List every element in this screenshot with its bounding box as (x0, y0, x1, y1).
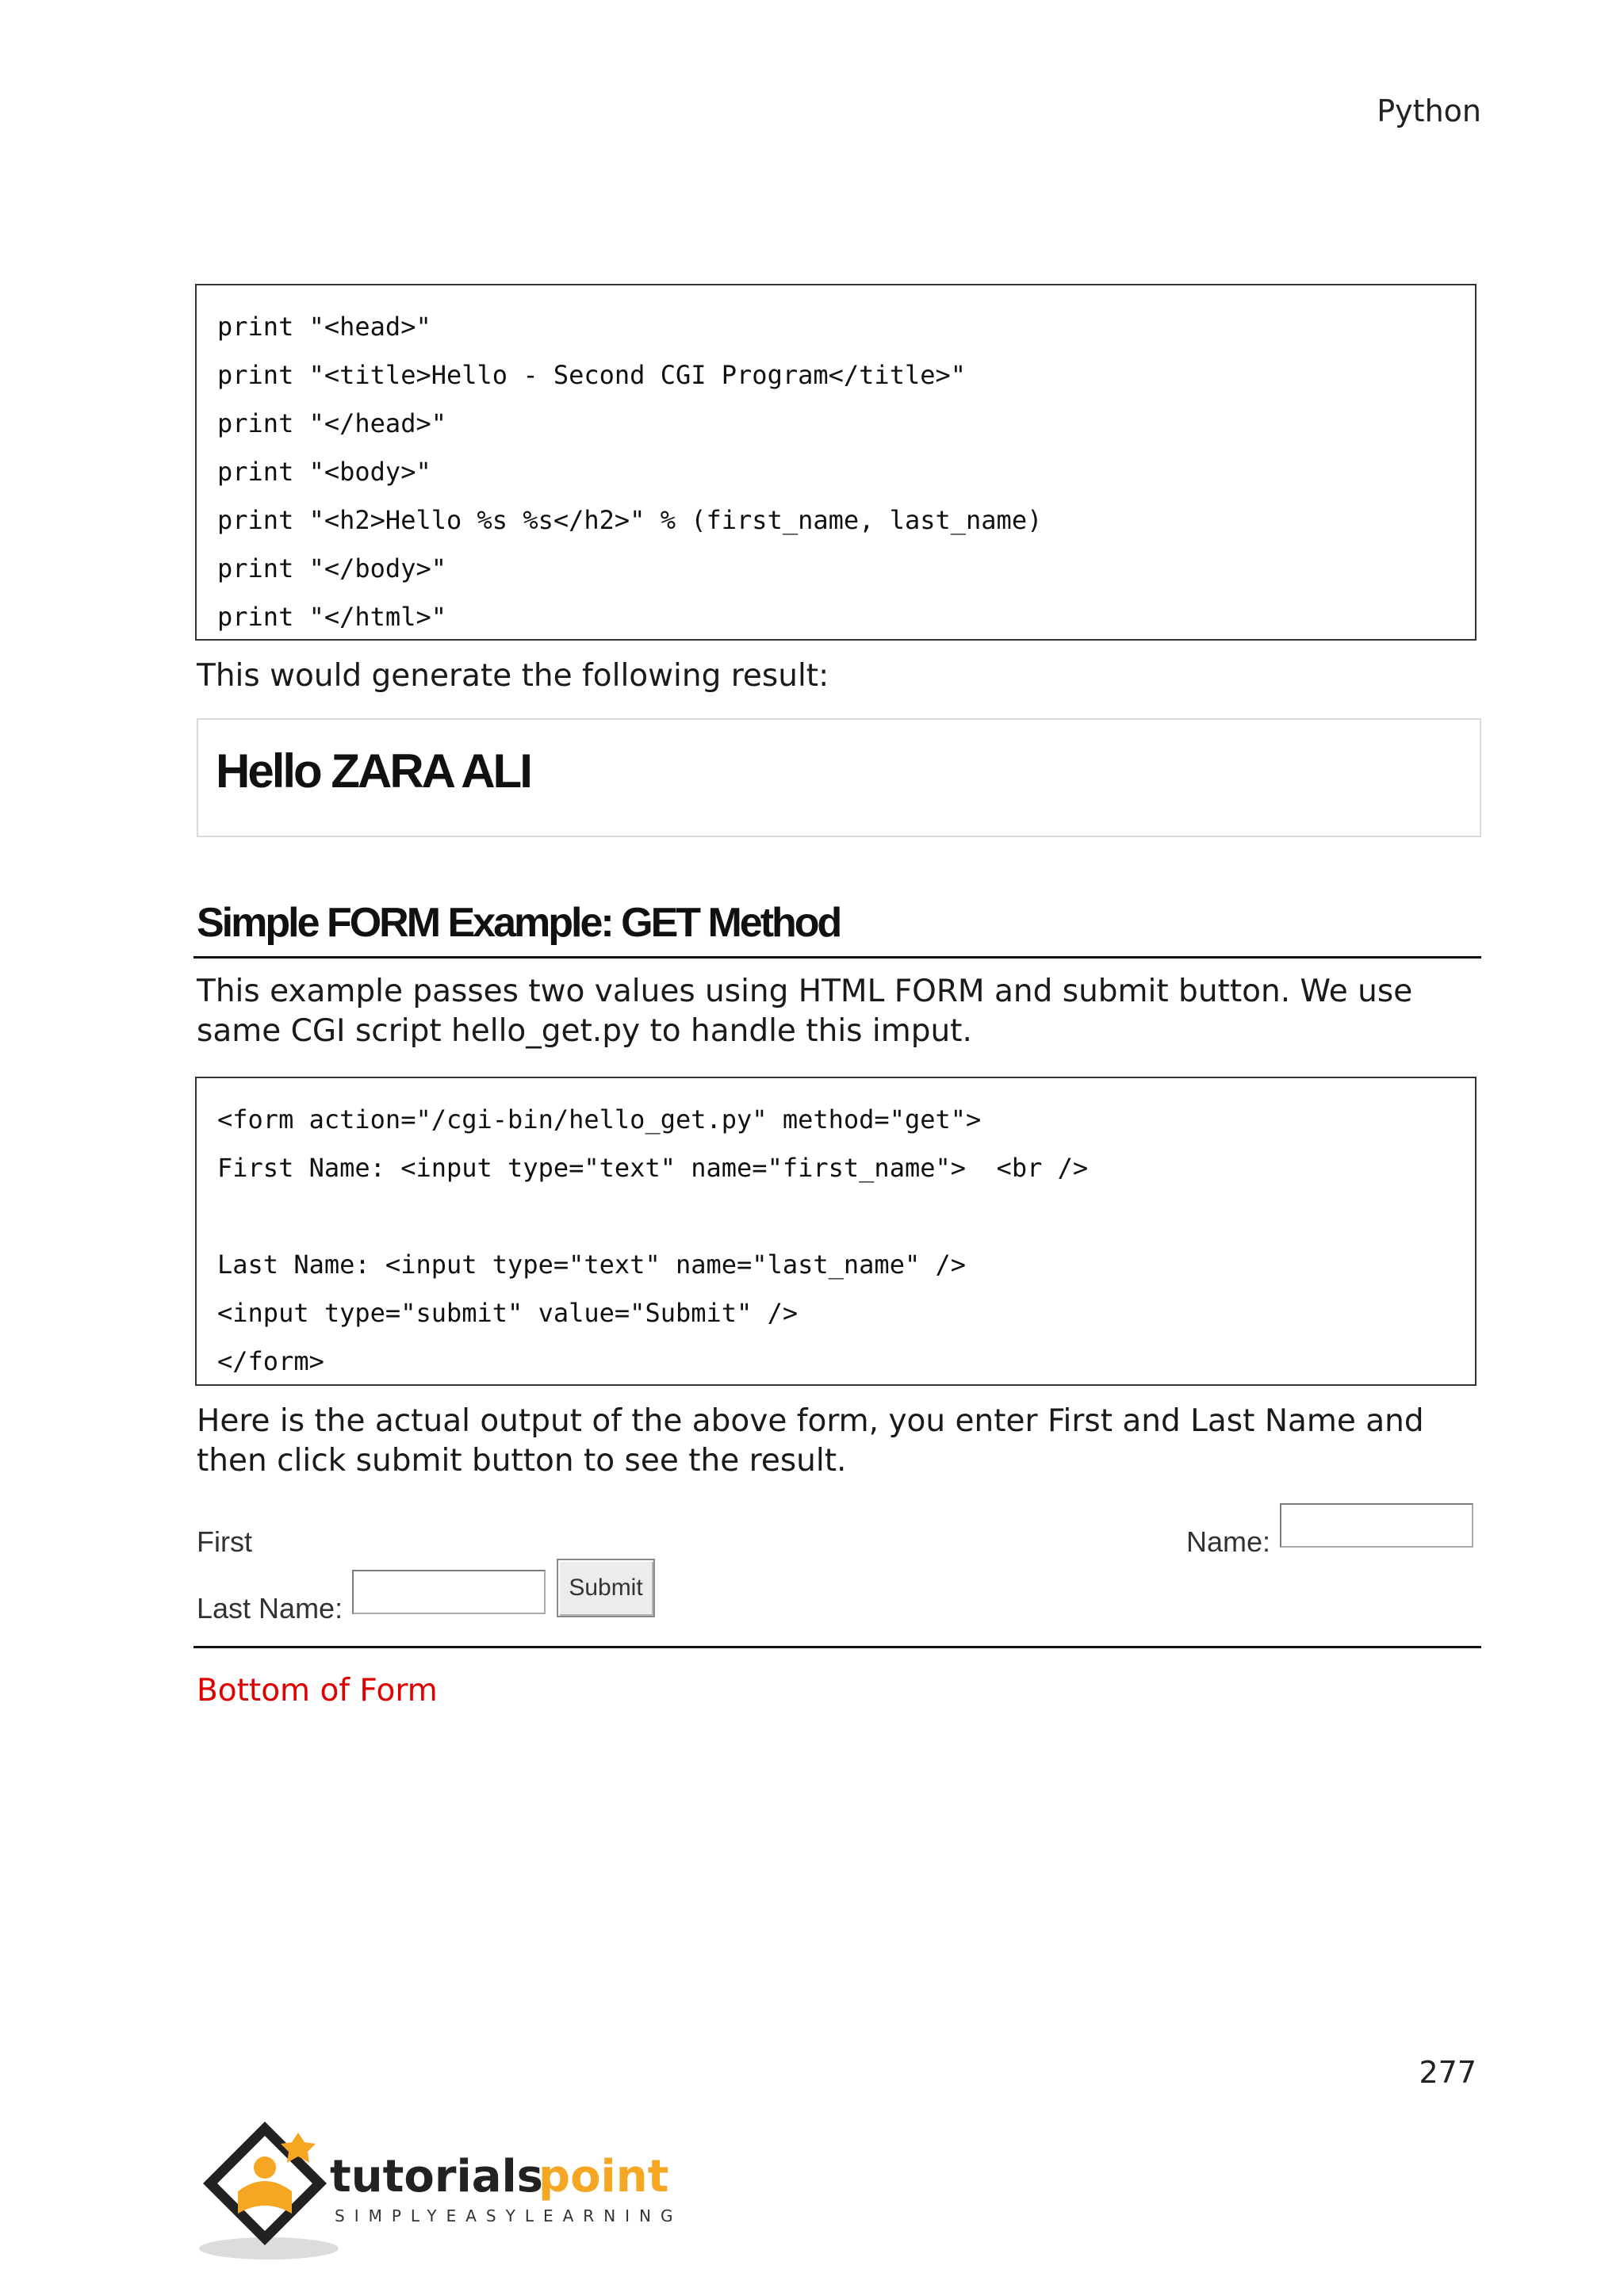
section-divider (193, 956, 1481, 959)
result-intro-text: This would generate the following result: (197, 658, 829, 694)
code-line: print "<head>" (217, 312, 431, 342)
page-header-title: Python (1377, 94, 1481, 128)
logo-brand-part2: point (538, 2151, 669, 2202)
last-name-label: Last Name: (197, 1592, 343, 1624)
page-number: 277 (1419, 2055, 1477, 2090)
code-line: </form> (217, 1346, 324, 1376)
form-divider (193, 1646, 1481, 1648)
last-name-input[interactable] (352, 1570, 546, 1614)
section-heading: Simple FORM Example: GET Method (197, 900, 841, 946)
code-line: First Name: <input type="text" name="first_name"> <br /> (217, 1153, 1089, 1183)
code-line: print "<body>" (217, 457, 431, 487)
logo-brand-part1: tutorials (330, 2151, 544, 2202)
code-line (217, 1192, 1454, 1241)
code-block-print (195, 284, 1477, 641)
code-block-form (195, 1077, 1477, 1386)
result-output-box (197, 718, 1481, 837)
code-line: print "</body>" (217, 553, 446, 584)
result-output-heading: Hello ZARA ALI (216, 744, 530, 798)
bottom-of-form-label: Bottom of Form (197, 1673, 438, 1709)
code-line: <form action="/cgi-bin/hello_get.py" method="get"> (217, 1104, 982, 1135)
first-name-label-name: Name: (1186, 1525, 1271, 1558)
logo-person-icon (254, 2156, 276, 2179)
output-intro-text: Here is the actual output of the above form, you enter First and Last Name and then click submit button to see the result. (197, 1403, 1424, 1479)
code-line: Last Name: <input type="text" name="last_name" /> (217, 1249, 967, 1280)
first-name-label-first: First (197, 1525, 252, 1558)
submit-button[interactable]: Submit (557, 1559, 655, 1617)
logo-tagline: SIMPLYEASYLEARNING (335, 2206, 683, 2225)
code-line: print "</html>" (217, 602, 446, 632)
code-line: <input type="submit" value="Submit" /> (217, 1298, 799, 1328)
first-name-input[interactable] (1280, 1503, 1473, 1548)
code-line: print "<h2>Hello %s %s</h2>" % (first_name, last_name) (217, 505, 1043, 535)
code-line: print "<title>Hello - Second CGI Program</title>" (217, 360, 967, 390)
section-description: This example passes two values using HTML FORM and submit button. We use same CGI script hello_get.py to handle this imput. (197, 974, 1413, 1049)
code-line: print "</head>" (217, 408, 446, 438)
tutorialspoint-logo (193, 2115, 685, 2266)
